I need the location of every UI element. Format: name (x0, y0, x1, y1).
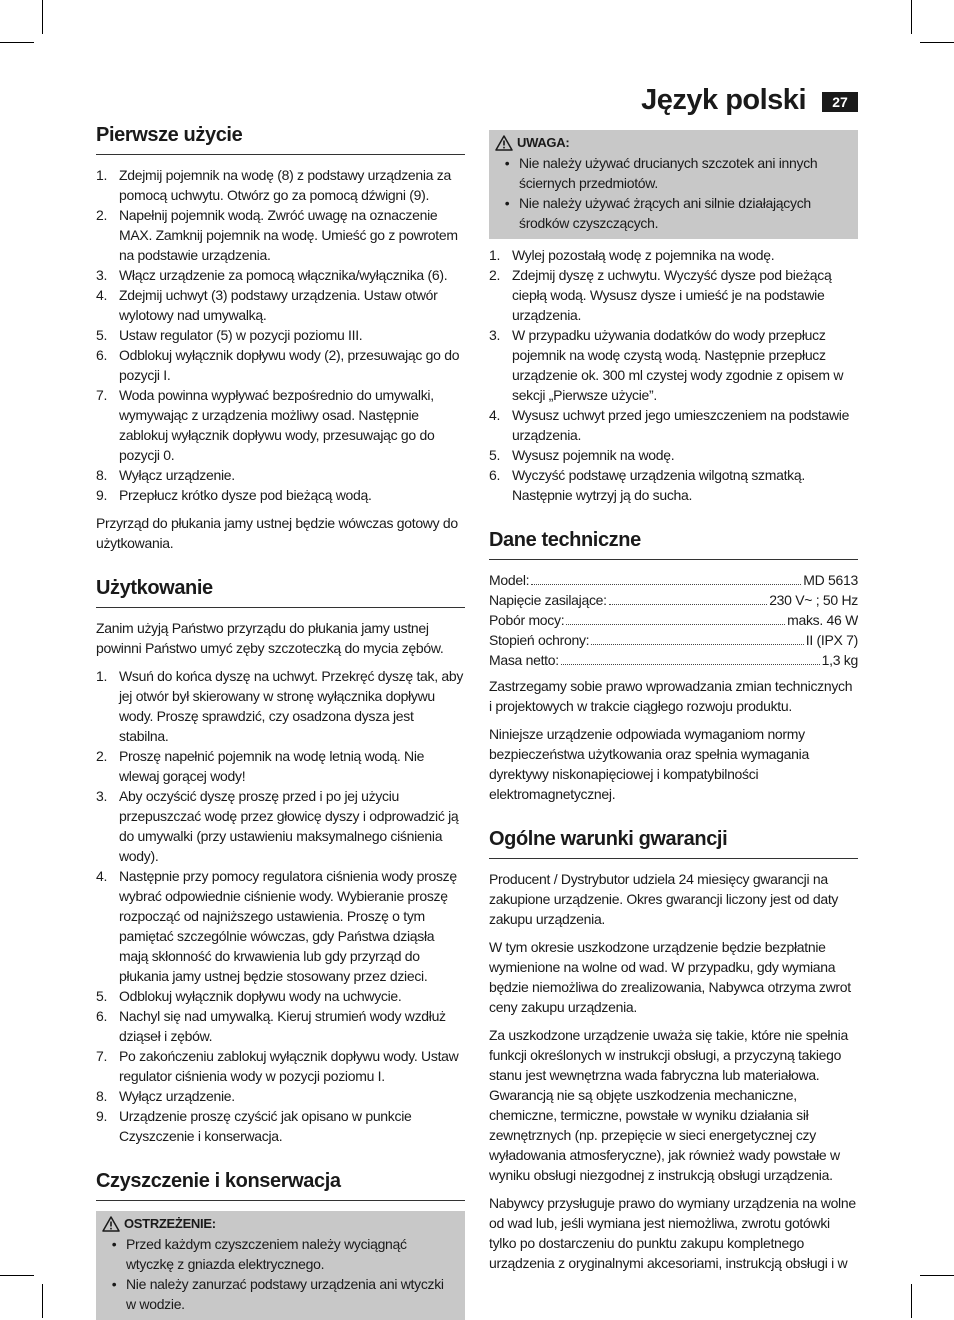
list-item (96, 1106, 465, 1146)
step-number: 5. (96, 327, 108, 343)
bullet-icon: • (504, 195, 510, 211)
list-item (96, 1046, 465, 1086)
warranty-paragraph: W tym okresie uszkodzone urządzenie będzie bezpłatnie wymienione na wolne od wad. W przypadku, gdy wymiana będzie niemożliwa do zrealizowania, Nabywca otrzyma zwrot ceny zakupu urządzenia. (489, 939, 851, 1015)
list-item (489, 245, 858, 265)
spec-dots (561, 650, 820, 665)
step-text: Wysusz uchwyt przed jego umieszczeniem na podstawie urządzenia. (512, 407, 850, 443)
spec-row (489, 610, 858, 630)
step-number: 7. (96, 1048, 108, 1064)
crop-mark (920, 42, 954, 43)
step-text: Ustaw regulator (5) w pozycji poziomu III. (119, 327, 363, 343)
cleaning-heading: Czyszczenie i konserwacja (96, 1168, 465, 1201)
step-text: Urządzenie proszę czyścić jak opisano w punkcie Czyszczenie i konserwacja. (119, 1108, 412, 1144)
crop-mark (42, 1284, 43, 1318)
list-item (96, 866, 465, 986)
list-item (96, 986, 465, 1006)
list-item (96, 1006, 465, 1046)
step-text: Następnie przy pomocy regulatora ciśnienia wody proszę wybrać odpowiednie ciśnienie wody. Wybieranie proszę rozpocząć od najniższego ustawienia. Proszę o tym pamiętać szczególnie wówczas, gdy Państwa dziąsła mają skłonność do krwawienia lub gdy przyrząd do płukania jamy ustnej będzie stosowany przez dzieci. (119, 868, 457, 984)
usage-steps (96, 666, 465, 1146)
step-number: 2. (96, 748, 108, 764)
spec-label: Stopień ochrony: (489, 632, 590, 648)
list-item (96, 485, 465, 505)
spec-dots (591, 630, 803, 645)
step-text: W przypadku używania dodatków do wody przepłucz pojemnik na wodę czystą wodą. Następnie przepłucz urządzenie ok. 300 ml czystej wody zgodnie z opisem w sekcji „Pierwsze użycie”. (512, 327, 844, 403)
technical-note-2: Niniejsze urządzenie odpowiada wymaganiom normy bezpieczeństwa użytkowania oraz spełnia wymagania dyrektywy niskonapięciowej i kompatybilności elektromagnetycznej. (489, 726, 809, 802)
bullet-text: Przed każdym czyszczeniem należy wyciągnąć wtyczkę z gniazda elektrycznego. (126, 1236, 407, 1272)
list-item (96, 205, 465, 265)
list-item (96, 345, 465, 385)
list-item (96, 325, 465, 345)
list-item (96, 1086, 465, 1106)
crop-mark (911, 0, 912, 34)
bullet-text: Nie należy zanurzać podstawy urządzenia ani wtyczki w wodzie. (126, 1276, 444, 1312)
spec-dots (609, 590, 767, 605)
step-text: Proszę napełnić pojemnik na wodę letnią wodą. Nie wlewaj gorącej wody! (119, 748, 425, 784)
caution-title: UWAGA: (517, 135, 570, 150)
warning-triangle-icon (495, 135, 513, 151)
crop-mark (920, 1275, 954, 1276)
spec-table (489, 570, 858, 670)
spec-label: Model: (489, 572, 530, 588)
list-item (489, 445, 858, 465)
right-column (489, 122, 858, 1273)
usage-heading: Użytkowanie (96, 575, 465, 608)
bullet-text: Nie należy używać żrących ani silnie działających środków czyszczących. (519, 195, 811, 231)
bullet-text: Nie należy używać drucianych szczotek ani innych ściernych przedmiotów. (519, 155, 818, 191)
step-text: Woda powinna wypływać bezpośrednio do umywalki, wymywając z urządzenia możliwy osad. Następnie zablokuj wyłącznik dopływu wody, przesuwając go do pozycji 0. (119, 387, 435, 463)
step-text: Zdejmij uchwyt (3) podstawy urządzenia. Ustaw otwór wylotowy nad umywalką. (119, 287, 438, 323)
step-text: Wsuń do końca dyszę na uchwyt. Przekręć dyszę tak, aby jej otwór był skierowany w stronę wyłącznika dopływu wody. Proszę sprawdzić, czy osadzona dysza jest stabilna. (119, 668, 464, 744)
cleaning-steps (489, 245, 858, 505)
step-number: 5. (96, 988, 108, 1004)
caution-box (489, 130, 858, 239)
list-item (96, 385, 465, 465)
step-text: Napełnij pojemnik wodą. Zwróć uwagę na oznaczenie MAX. Zamknij pojemnik na wodę. Umieść go z powrotem na podstawie urządzenia. (119, 207, 458, 263)
step-text: Wyłącz urządzenie. (119, 1088, 235, 1104)
step-number: 7. (96, 387, 108, 403)
step-text: Zdejmij pojemnik na wodę (8) z podstawy urządzenia za pomocą uchwytu. Otwórz go za pomocą dźwigni (9). (119, 167, 451, 203)
warning-items (102, 1234, 457, 1314)
spec-label: Pobór mocy: (489, 612, 565, 628)
crop-mark (0, 42, 34, 43)
list-item (96, 746, 465, 786)
step-number: 2. (96, 207, 108, 223)
step-text: Wyłącz urządzenie. (119, 467, 235, 483)
caution-items (495, 153, 850, 233)
spec-row (489, 590, 858, 610)
step-text: Po zakończeniu zablokuj wyłącznik dopływu wody. Ustaw regulator ciśnienia wody w pozycji poziomu I. (119, 1048, 459, 1084)
step-number: 4. (96, 868, 108, 884)
list-item (489, 405, 858, 445)
warranty-paragraph: Producent / Dystrybutor udziela 24 miesięcy gwarancji na zakupione urządzenie. Okres gwarancji liczony jest od daty zakupu urządzenia. (489, 871, 839, 927)
step-number: 3. (489, 327, 501, 343)
warning-title: OSTRZEŻENIE: (124, 1216, 216, 1231)
list-item (96, 285, 465, 325)
list-item (489, 465, 858, 505)
list-item (96, 786, 465, 866)
usage-intro: Zanim użyją Państwo przyrządu do płukania jamy ustnej powinni Państwo umyć zęby szczoteczką do mycia zębów. (96, 620, 444, 656)
crop-mark (42, 0, 43, 34)
first-use-closing: Przyrząd do płukania jamy ustnej będzie wówczas gotowy do użytkowania. (96, 515, 458, 551)
list-item (489, 325, 858, 405)
bullet-icon: • (504, 155, 510, 171)
warranty-heading: Ogólne warunki gwarancji (489, 826, 858, 859)
step-text: Włącz urządzenie za pomocą włącznika/wyłącznika (6). (119, 267, 448, 283)
list-item (495, 153, 850, 193)
crop-mark (0, 1275, 34, 1276)
spec-label: Masa netto: (489, 652, 559, 668)
step-number: 4. (489, 407, 501, 423)
first-use-steps (96, 165, 465, 505)
bullet-icon: • (111, 1276, 117, 1292)
step-number: 1. (489, 247, 501, 263)
step-text: Odblokuj wyłącznik dopływu wody (2), przesuwając go do pozycji I. (119, 347, 460, 383)
technical-heading: Dane techniczne (489, 527, 858, 560)
list-item (96, 165, 465, 205)
spec-value: MD 5613 (803, 572, 858, 588)
step-number: 3. (96, 788, 108, 804)
warning-box (96, 1211, 465, 1320)
step-number: 8. (96, 1088, 108, 1104)
page-header-title: Język polski (641, 84, 806, 116)
step-text: Nachyl się nad umywalką. Kieruj strumień wody wzdłuż dziąseł i zębów. (119, 1008, 446, 1044)
spec-dots (566, 610, 785, 625)
step-number: 9. (96, 487, 108, 503)
list-item (102, 1274, 457, 1314)
step-number: 1. (96, 167, 108, 183)
list-item (495, 193, 850, 233)
step-number: 9. (96, 1108, 108, 1124)
step-number: 5. (489, 447, 501, 463)
list-item (96, 666, 465, 746)
page-number: 27 (822, 92, 858, 112)
step-text: Przepłucz krótko dysze pod bieżącą wodą. (119, 487, 372, 503)
spec-value: 230 V~ ; 50 Hz (769, 592, 858, 608)
step-text: Wyczyść podstawę urządzenia wilgotną szmatką. Następnie wytrzyj ją do sucha. (512, 467, 805, 503)
caution-header (495, 133, 850, 153)
step-text: Wylej pozostałą wodę z pojemnika na wodę. (512, 247, 775, 263)
warranty-paragraph: Za uszkodzone urządzenie uważa się takie, które nie spełnia funkcji określonych w instrukcji obsługi, a przyczyną takiego stanu jest wewnętrzna wada fabryczna lub materiałowa. Gwarancją nie są objęte uszkodzenia mechaniczne, chemiczne, termiczne, powstałe w wyniku działania sił zewnętrznych (np. przepięcie w sieci energetycznej czy wyładowania atmosferyczne), jak również wady powstałe w wyniku obsługi niezgodnej z instrukcją obsługi urządzenia. (489, 1027, 848, 1183)
crop-mark (911, 1284, 912, 1318)
step-text: Wysusz pojemnik na wodę. (512, 447, 675, 463)
warning-header (102, 1214, 457, 1234)
step-number: 4. (96, 287, 108, 303)
spec-dots (531, 570, 801, 585)
spec-row (489, 630, 858, 650)
left-column (96, 122, 465, 1320)
step-number: 1. (96, 668, 108, 684)
warning-triangle-icon (102, 1216, 120, 1232)
step-number: 6. (489, 467, 501, 483)
step-number: 2. (489, 267, 501, 283)
list-item (96, 265, 465, 285)
step-number: 6. (96, 347, 108, 363)
technical-note-1: Zastrzegamy sobie prawo wprowadzania zmian technicznych i projektowych w trakcie ciągłego rozwoju produktu. (489, 678, 853, 714)
step-text: Odblokuj wyłącznik dopływu wody na uchwycie. (119, 988, 402, 1004)
step-text: Aby oczyścić dyszę proszę przed i po jej użyciu przepuszczać wodę przez głowicę dyszy i odprowadzić ją do umywalki (przy ustawieniu maksymalnego ciśnienia wody). (119, 788, 459, 864)
list-item (102, 1234, 457, 1274)
spec-row (489, 570, 858, 590)
bullet-icon: • (111, 1236, 117, 1252)
spec-value: II (IPX 7) (805, 632, 858, 648)
spec-value: maks. 46 W (787, 612, 858, 628)
step-text: Zdejmij dyszę z uchwytu. Wyczyść dysze pod bieżącą ciepłą wodą. Wysusz dysze i umieść je na podstawie urządzenia. (512, 267, 832, 323)
list-item (96, 465, 465, 485)
spec-value: 1,3 kg (821, 652, 858, 668)
first-use-heading: Pierwsze użycie (96, 122, 465, 155)
spec-label: Napięcie zasilające: (489, 592, 607, 608)
step-number: 8. (96, 467, 108, 483)
step-number: 3. (96, 267, 108, 283)
list-item (489, 265, 858, 325)
warranty-paragraph: Nabywcy przysługuje prawo do wymiany urządzenia na wolne od wad lub, jeśli wymiana jest niemożliwa, zwrotu gotówki tylko po dostarczeniu do punktu zakupu kompletnego urządzenia z oryginalnymi akcesoriami, instrukcją obsługi i w (489, 1195, 856, 1271)
step-number: 6. (96, 1008, 108, 1024)
spec-row (489, 650, 858, 670)
